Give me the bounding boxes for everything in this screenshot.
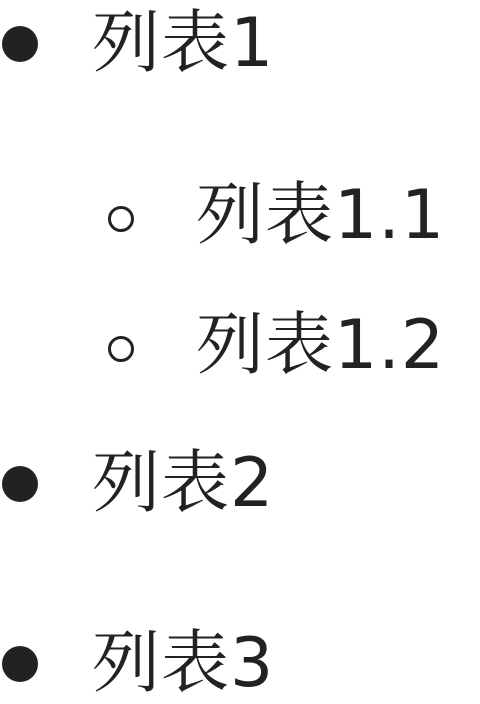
list-item-label: 列表1.1 xyxy=(196,176,446,255)
filled-bullet-icon xyxy=(2,466,38,502)
filled-bullet-icon xyxy=(2,646,38,682)
hollow-bullet-icon xyxy=(108,336,134,362)
list-item-label: 列表1 xyxy=(92,4,275,83)
hollow-bullet-icon xyxy=(108,206,134,232)
list-item-label: 列表2 xyxy=(92,444,275,523)
list-item-label: 列表1.2 xyxy=(196,306,446,385)
filled-bullet-icon xyxy=(2,26,38,62)
list-item-label: 列表3 xyxy=(92,624,275,703)
